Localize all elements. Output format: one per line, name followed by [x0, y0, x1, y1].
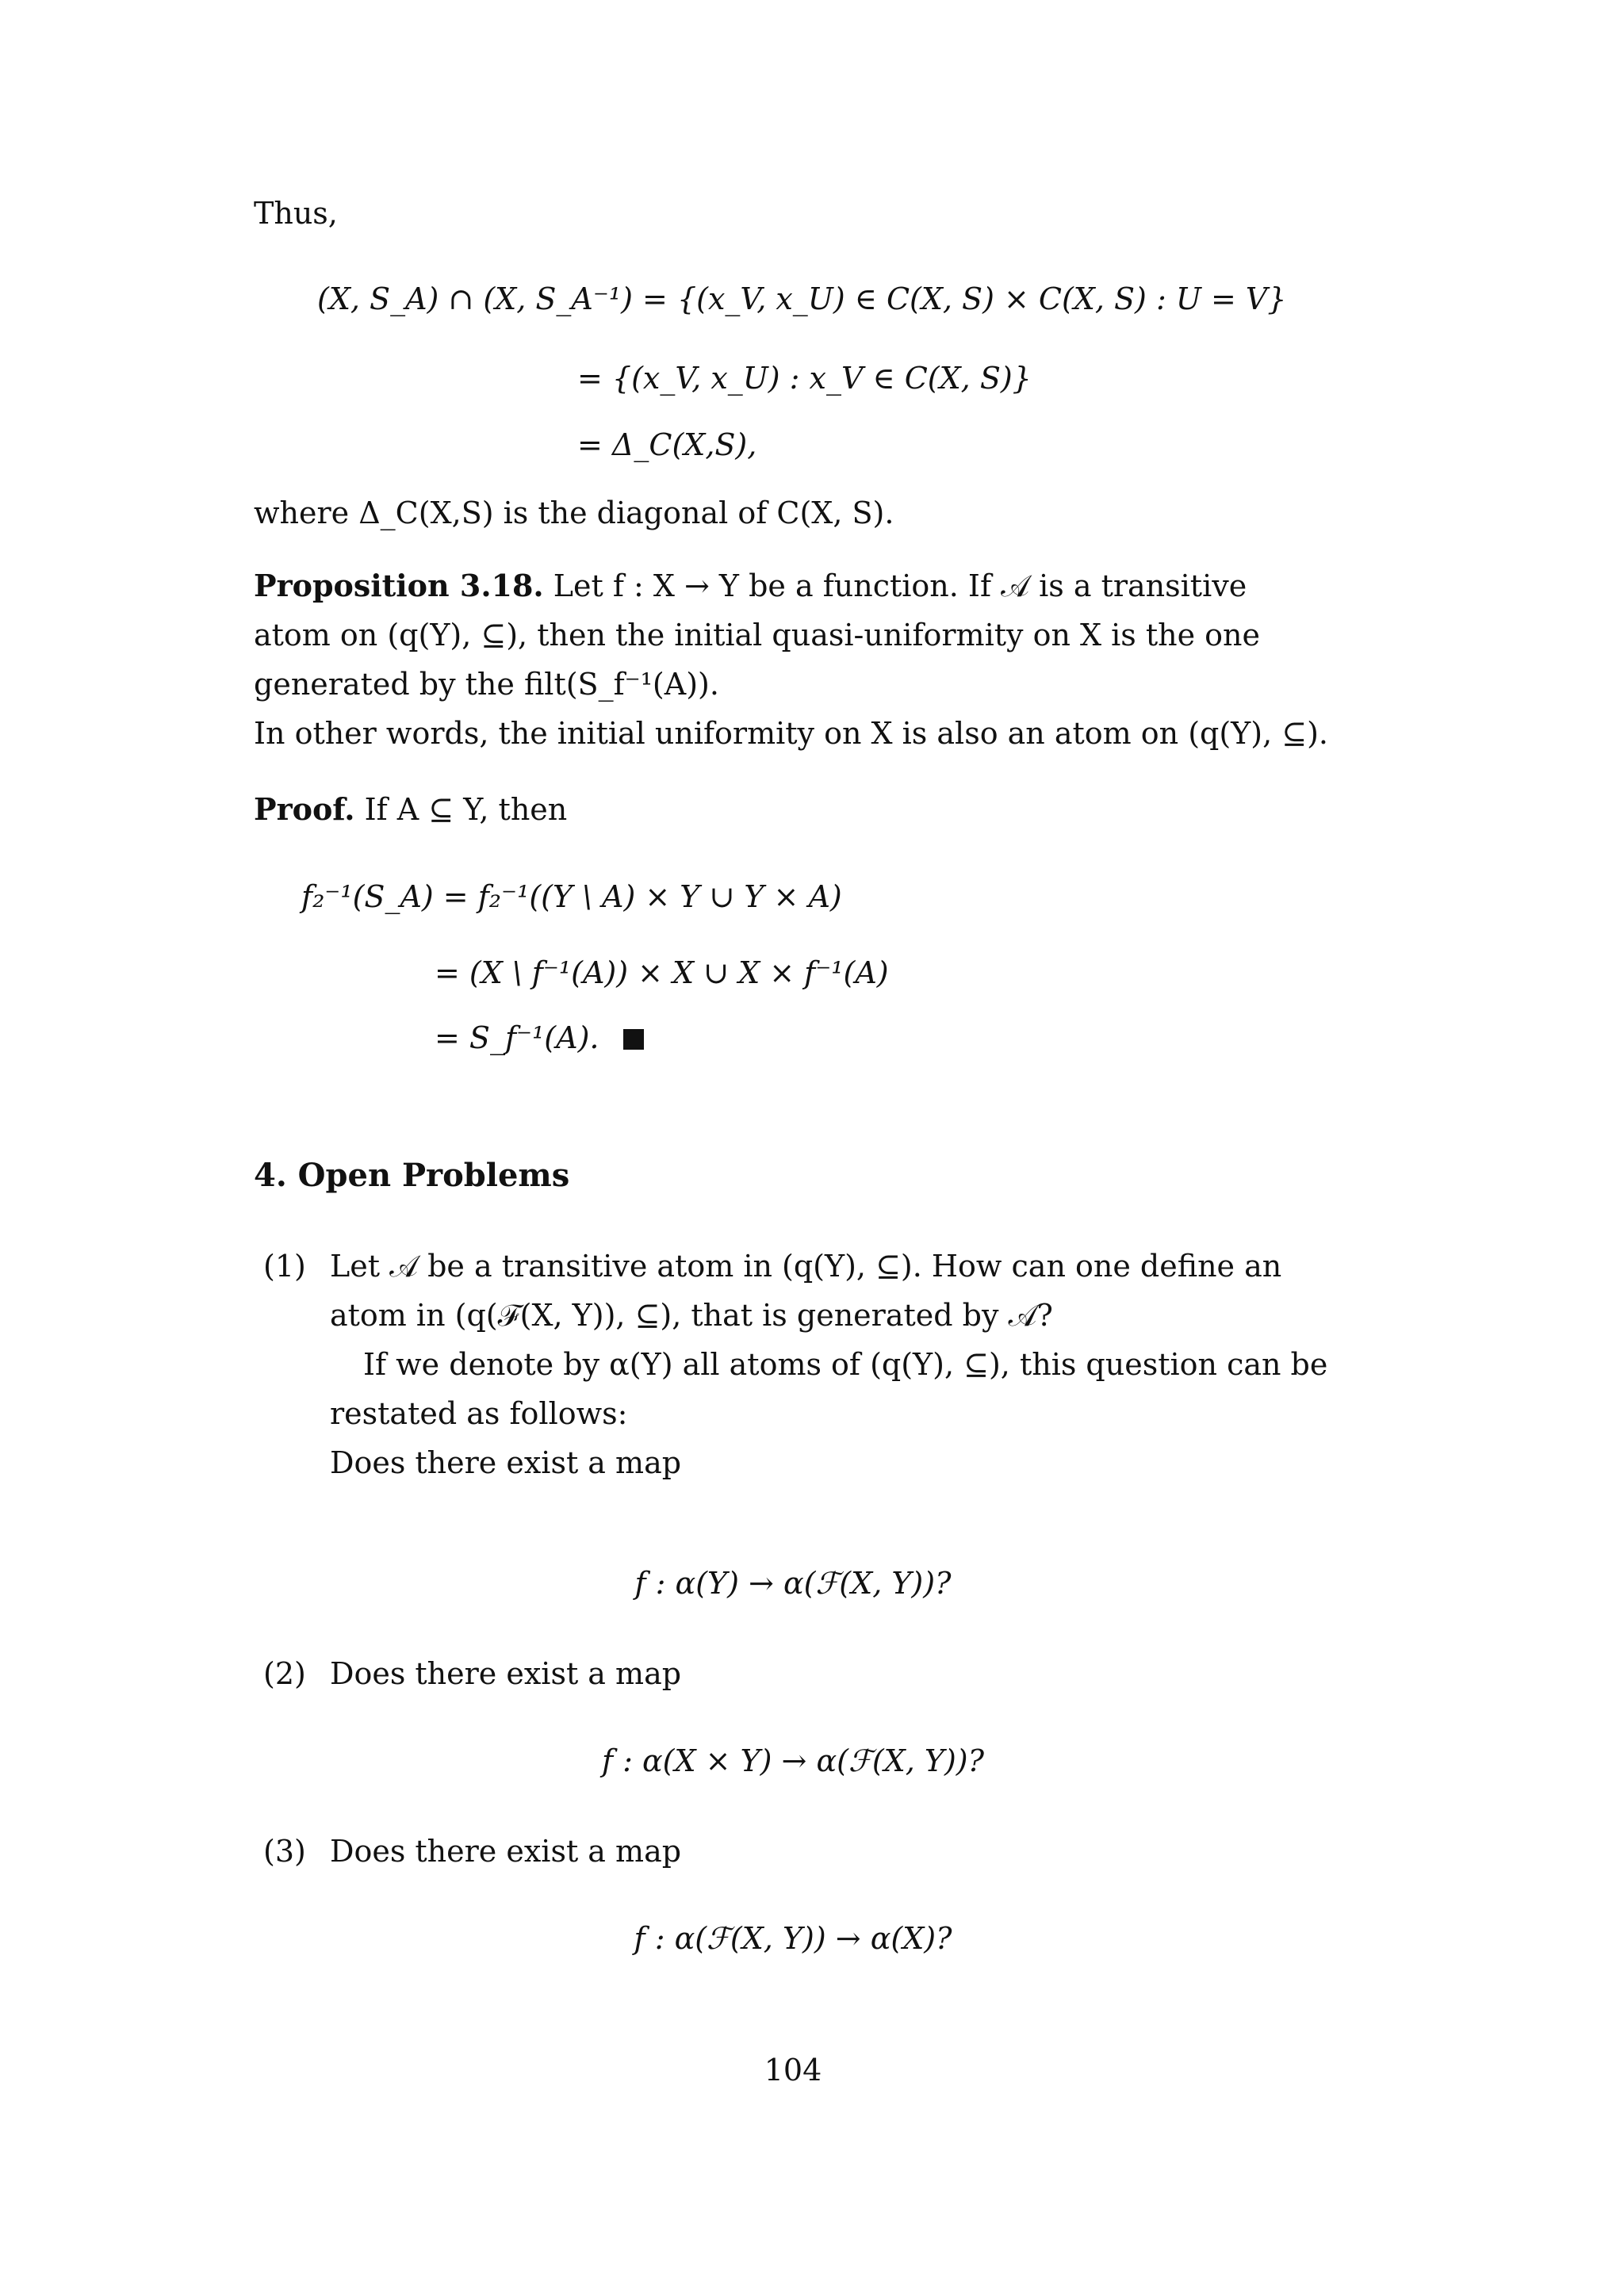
proposition-remark: In other words, the initial uniformity on X is also an atom on (q(Y), ⊆). — [254, 716, 1328, 751]
section-heading — [254, 1151, 1332, 1200]
problem-text: Does there exist a map — [330, 1445, 682, 1480]
where-text: where Δ_C(X,S) is the diagonal of C(X, S). — [254, 496, 894, 530]
problem-number: (3) — [263, 1834, 306, 1869]
proof-label: Proof. — [254, 791, 355, 827]
eq2-row-3: = S_f⁻¹(A). — [435, 1013, 644, 1062]
problem-item-2 — [263, 1649, 1332, 1698]
problem-body — [330, 1242, 1332, 1487]
problem-text: Let 𝒜 be a transitive atom in (q(Y), ⊆). How can one define an atom in (q(ℱ(X, Y)), ⊆), that is generated by 𝒜? — [330, 1249, 1282, 1333]
eq2-row-1 — [301, 872, 842, 921]
proposition-paragraph — [254, 561, 1332, 709]
section-title: 4. Open Problems — [254, 1157, 570, 1194]
problem-1-equation: f : α(Y) → α(ℱ(X, Y))? — [634, 1566, 952, 1601]
problem-text: Does there exist a map — [330, 1656, 682, 1691]
proposition-text: Let f : X → Y be a function. If 𝒜 is a transitive atom on (q(Y), ⊆), then the initial quasi-uniformity on X is the one generated by the filt(S_f⁻¹(A)). — [254, 568, 1261, 702]
paper-page — [254, 0, 1332, 2296]
eq2-lhs: f₂⁻¹(S_A) = — [301, 879, 469, 914]
proof-text: If A ⊆ Y, then — [364, 792, 568, 827]
eq1-row-2: = {(x_V, x_U) : x_V ∈ C(X, S)} — [577, 361, 1032, 396]
problem-item-3 — [263, 1827, 1332, 1876]
problem-3-equation: f : α(ℱ(X, Y)) → α(X)? — [634, 1921, 952, 1956]
proof-block — [254, 785, 1332, 834]
problem-number: (2) — [263, 1656, 306, 1691]
intro-label: Thus, — [254, 196, 338, 231]
problem-text: If we denote by α(Y) all atoms of (q(Y), ⊆), this question can be restated as follows: — [330, 1347, 1328, 1431]
eq1-rhs-1: {(x_V, x_U) ∈ C(X, S) × C(X, S) : U = V} — [676, 281, 1287, 316]
proposition-label: Proposition 3.18. — [254, 568, 544, 603]
page-number: 104 — [764, 2053, 822, 2087]
where-paragraph — [254, 488, 1332, 538]
problem-number: (1) — [263, 1249, 306, 1284]
eq1-rhs-3: Δ_C(X,S), — [611, 427, 757, 462]
problem-body — [330, 1649, 1332, 1698]
eq2-rhs-3: S_f⁻¹(A). — [469, 1020, 599, 1055]
problem-text: Does there exist a map — [330, 1834, 682, 1869]
eq1-row-1 — [317, 274, 1286, 323]
eq2-row-2: = (X \ f⁻¹(A)) × X ∪ X × f⁻¹(A) — [435, 955, 889, 990]
eq1-row-3: = Δ_C(X,S), — [577, 427, 757, 462]
proposition-block — [254, 561, 1332, 758]
problem-2-equation: f : α(X × Y) → α(ℱ(X, Y))? — [602, 1743, 984, 1778]
eq2-rhs-1: f₂⁻¹((Y \ A) × Y ∪ Y × A) — [477, 879, 842, 914]
problem-body — [330, 1827, 1332, 1876]
intro-text — [254, 189, 1332, 238]
eq2-rhs-2: (X \ f⁻¹(A)) × X ∪ X × f⁻¹(A) — [469, 955, 889, 990]
eq1-rhs-2: {(x_V, x_U) : x_V ∈ C(X, S)} — [611, 361, 1032, 396]
qed-symbol — [623, 1029, 644, 1050]
eq1-lhs: (X, S_A) ∩ (X, S_A⁻¹) = — [317, 281, 668, 316]
